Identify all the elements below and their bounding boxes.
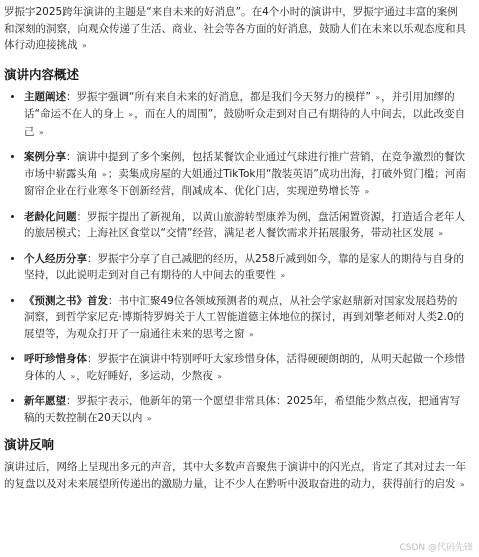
item-text: ：罗振宇表示，他新年的第一个愿望非常具体：2025年，希望能少熬点夜，把通宵写稿的天数控制在20天以内: [24, 395, 461, 424]
citation-mark[interactable]: »: [280, 271, 286, 280]
item-text: ：书中汇聚49位各领域预测者的观点，从社会学家赵鼎新对国家发展趋势的洞察，到哲学家尼克·博斯特罗姆关于人工智能道德主体地位的探讨，再到刘擎老师对人类2.0的展望等，为观众打开了一扇通往未来的思考之窗: [24, 294, 465, 340]
citation-mark[interactable]: »: [248, 329, 254, 339]
section-title-reaction: 演讲反响: [4, 437, 55, 452]
item-text: ，而在人的周围”，鼓励听众走到对自己有期待的人中间去，以此改变自己: [24, 108, 466, 138]
list-item: [24, 89, 467, 142]
citation-mark[interactable]: »: [81, 41, 87, 50]
item-label: 呼吁珍惜身体: [24, 353, 87, 365]
item-text: ：罗振宇提出了新视角，以黄山旅游转型康养为例，盘活闲置资源，打造适合老年人的旅居模式；上海社区食堂以“交情”经营，满足老人餐饮需求并拓展服务，带动社区发展: [24, 210, 465, 239]
citation-mark[interactable]: »: [128, 110, 134, 119]
list-item: [24, 351, 467, 385]
item-label: 个人经历分享: [24, 252, 87, 265]
item-text: ：演讲中提到了多个案例，包括某餐饮企业通过气球进行推广营销，在竞争激烈的餐饮市场中崭露头角: [24, 151, 465, 180]
citation-mark[interactable]: »: [364, 187, 370, 196]
list-item: [24, 209, 467, 243]
citation-mark[interactable]: »: [38, 127, 44, 137]
list-item: [24, 251, 467, 285]
item-label: 主题阐述: [24, 90, 66, 103]
item-text: ：罗振宇分享了自己减肥的经历，从258斤减到如今，靠的是家人的期待与自身的坚持，以此说明走到对自己有期待的人中间去的重要性: [24, 252, 465, 281]
item-label: 老龄化问题: [24, 210, 77, 223]
item-text: ：罗振宇在演讲中特别呼吁大家珍惜身体，活得硬硬朗朗的，从明天起做一个珍惜身体的人: [24, 353, 465, 382]
citation-mark[interactable]: »: [438, 229, 444, 238]
intro-paragraph: [4, 4, 467, 55]
citation-mark[interactable]: »: [70, 371, 76, 381]
item-text: ：罗振宇强调“所有来自未来的好消息，都是我们今天努力的模样”: [66, 90, 371, 103]
item-text: ，并引用加缪的话“命运不在人的身上: [24, 90, 455, 120]
item-text: ，吃好睡好，多运动，少熬夜: [76, 369, 213, 382]
citation-mark[interactable]: »: [459, 479, 465, 489]
watermark: CSDN @代码先锋: [399, 543, 473, 553]
item-text: ；卖集成房屋的大姐通过TikTok用“散装英语”成功出海，打破外贸门槛；河南窗帘企业在行业寒冬下创新经营，削减成本、优化门店，实现逆势增长等: [24, 167, 466, 197]
citation-mark[interactable]: »: [375, 92, 381, 102]
item-label: 新年愿望: [24, 395, 66, 407]
citation-mark[interactable]: »: [217, 371, 222, 381]
item-label: 案例分享: [24, 151, 66, 163]
intro-text: 罗振宇2025跨年演讲的主题是“来自未来的好消息”。在4个小时的演讲中，罗振宇通过丰富的案例和深刻的洞察，向观众传递了生活、商业、社会等各方面的好消息，鼓励人们在未来以乐观态度和具体行动迎接挑战: [4, 6, 466, 51]
citation-mark[interactable]: »: [101, 169, 107, 179]
reaction-paragraph: [4, 459, 467, 493]
citation-mark[interactable]: »: [146, 413, 152, 423]
list-item: [24, 149, 467, 201]
section-title-overview: 演讲内容概述: [4, 66, 80, 82]
list-item: [24, 393, 467, 427]
reaction-text: 演讲过后，网络上呈现出多元的声音，其中大多数声音聚焦于演讲中的闪光点，肯定了其对过去一年的复盘以及对未来展望所传递出的激励力量，让不少人在黔听中汲取奋进的动力，获得前行的启发: [4, 461, 466, 490]
overview-list: [4, 89, 467, 428]
list-item: [24, 293, 467, 344]
item-label: 《预测之书》首发: [24, 294, 108, 307]
